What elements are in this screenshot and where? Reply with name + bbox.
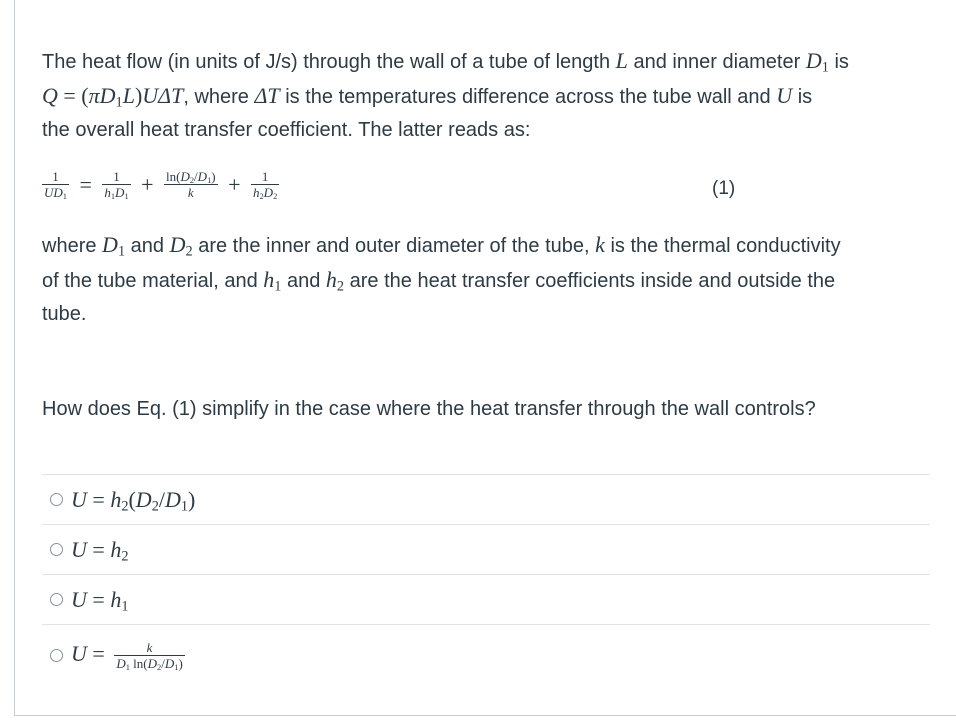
explanation-paragraph: [42, 228, 841, 331]
intro-text-6: is: [797, 86, 813, 108]
expl-text-6: and: [286, 270, 321, 292]
answer-option-2[interactable]: [42, 524, 930, 574]
intro-text-5: is the temperatures difference across the tube wall and: [285, 86, 771, 108]
radio-button-4[interactable]: [50, 649, 63, 662]
intro-text-7: the overall heat transfer coefficient. The latter reads as:: [42, 119, 531, 141]
math-h1: $h_1$: [263, 267, 282, 295]
intro-paragraph: [42, 44, 942, 147]
eq-term-inner: $\frac{1}{h_1D_1}$: [104, 169, 129, 202]
expl-text-4: is the thermal conductivity: [610, 235, 841, 257]
expl-text-7: are the heat transfer coefficients inside and outside the: [349, 270, 836, 292]
math-D2: $D_2$: [169, 232, 193, 260]
math-L: L: [615, 48, 628, 73]
intro-text-4: , where: [183, 86, 249, 108]
equation-number: (1): [712, 178, 736, 199]
answer-label-1: $U = h_2(D_2/D_1)$: [71, 486, 196, 515]
eq-term-outer: $\frac{1}{h_2D_2}$: [252, 169, 278, 202]
math-k: k: [595, 232, 605, 257]
expl-text-5: of the tube material, and: [42, 270, 258, 292]
eq-term-wall: $\frac{\ln(D_2/D_1)}{k}$: [165, 169, 216, 200]
expl-text-8: tube.: [42, 303, 87, 325]
radio-button-2[interactable]: [50, 543, 63, 556]
answer-option-3[interactable]: [42, 574, 930, 624]
math-D1-2: $D_1$: [102, 232, 126, 260]
answer-option-1[interactable]: [42, 474, 930, 524]
intro-text-1: The heat flow (in units of J/s) through the wall of a tube of length: [42, 51, 611, 73]
question-content: [42, 44, 942, 672]
math-h2: $h_2$: [325, 267, 345, 295]
math-D1: $D_1$: [805, 48, 829, 76]
answer-option-4[interactable]: [42, 624, 930, 686]
math-delta-T: ΔT: [254, 83, 280, 108]
question-text: How does Eq. (1) simplify in the case where the heat transfer through the wall controls?: [42, 398, 816, 420]
equation-1: $\frac{1}{UD_1}$ = $\frac{1}{h_1D_1}$ + $\frac{\ln(D_2/D_1)}{k}$ + $\frac{1}{h_2D_2}$ (1): [44, 169, 736, 202]
answer-label-2: $U = h_2$: [71, 536, 129, 565]
answer-label-3: $U = h_1$: [71, 586, 129, 615]
eq-lhs-fraction: $\frac{1}{UD_1}$: [44, 169, 67, 202]
radio-button-3[interactable]: [50, 593, 63, 606]
expl-text-3: are the inner and outer diameter of the tube,: [198, 235, 590, 257]
answer-label-4: U = $\frac{k}{D_1 \ln(D_2/D_1)}$: [71, 639, 183, 672]
radio-button-1[interactable]: [50, 493, 63, 506]
answer-list: [42, 474, 930, 686]
intro-text-3: is: [834, 51, 849, 73]
expl-text-2: and: [130, 235, 165, 257]
intro-text-2: and inner diameter: [633, 51, 801, 73]
math-U: U: [776, 83, 793, 108]
expl-text-1: where: [42, 235, 97, 257]
math-heat-flow-formula: $Q = (\pi D_1L)U\Delta T$: [42, 83, 184, 111]
